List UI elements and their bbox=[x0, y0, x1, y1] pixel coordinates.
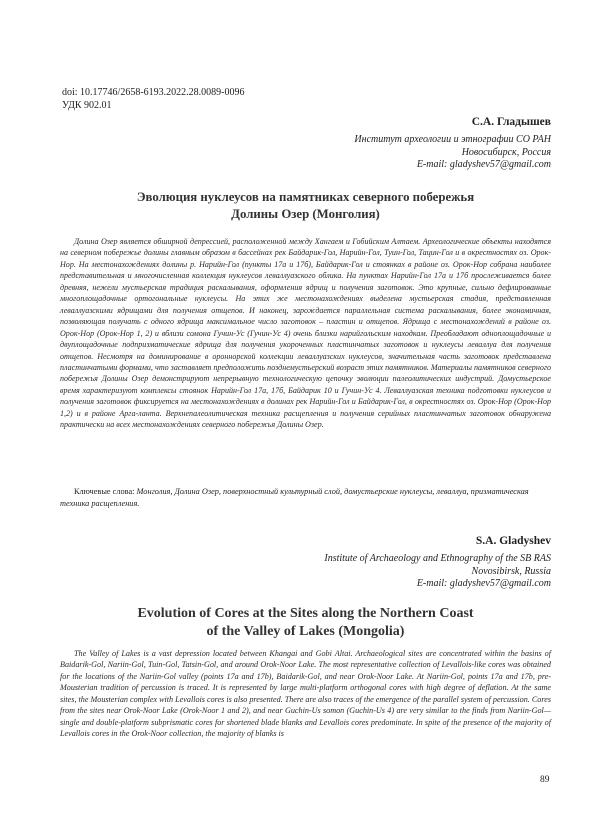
affiliation-email-ru[interactable]: E-mail: gladyshev57@gmail.com bbox=[416, 159, 551, 171]
affiliation-ru bbox=[354, 134, 551, 172]
udk-code: УДК 902.01 bbox=[62, 99, 112, 111]
author-block-en bbox=[324, 535, 551, 591]
affiliation-institute-ru: Институт археологии и этнографии СО РАН bbox=[354, 134, 551, 145]
keywords-label: Ключевые слова: bbox=[74, 487, 135, 496]
title-ru-line-2: Долины Озер (Монголия) bbox=[231, 206, 380, 221]
abstract-ru: Долина Озер является обширной депрессией, расположенной между Хангаем и Гобийским Алтаем. Археологические объекты находятся на северном побережье долины главным образом в бассейнах рек Байдарик-Гол, Нарийн-Гол, Туин-Гол, Тацин-Гол и в окрестностях оз. Орок-Нор. На местонахождениях долины р. Нарийн-Гол (пункты 17а и 17б), Байдарик-Гол и стоянках в районе оз. Орок-Нор собрана наиболее представительная и многочисленная коллекция нуклеусов леваллуазского облика. На пунктах Нарийн-Гол 17а и 17б прослеживается более древняя, нежели мустьерская традиция раскалывания, оформления ядрищ и получения заготовок. Это крупные, сильно дефлированные многоплощадочные ортогональные нуклеусы. На этих же местонахождениях выделена мустьерская стадия, представленная леваллуазскими ядрищами для получения отщепов. И наконец, зарождается параллельная система раскалывания, более экономичная, позволяющая получать с одного ядрища максимальное число заготовок – пластин и отщепов. Ядрища с местонахождений в районе оз. Орок-Нор (Орок-Нор 1, 2) и вблизи сомона Гучин-Ус (Гучин-Ус 4) очень близки нарийгольским находкам. Преобладают одноплощадочные и двуплощадочные подпризматические ядрища для получения укороченных пластинчатых заготовок и нуклеусы леваллуа для получения отщепов. Несмотря на доминирование в ороннорской коллекции леваллуазских нуклеусов, значительная часть заготовок представлена пластинчатыми формами, что заставляет предположить позднемустьерский возраст этих памятников. Материалы памятников северного побережья Долины Озер демонстрируют непрерывную технологическую цепочку эволюции палеолитических индустрий. Домустьерское время характеризуют комплексы стоянок Нарийн-Гол 17а, 17б, Байдарик 10 и Гучин-Ус 4. Леваллуазская техника подготовки нуклеусов и получения заготовок фиксируется на местонахождениях в долинах рек Нарийн-Гол и Байдарик-Гол, в окрестностях оз. Орок-Нор (Орок-Нор 1,2) и в районе Арга-ланта. Верхнепалеолитическая техника расщепления и получения серийных пластинчатых заготовок обнаружена практически на всех местонахождениях северного побережья Долины Озер. bbox=[60, 237, 551, 430]
title-ru-line-1: Эволюция нуклеусов на памятниках северного побережья bbox=[136, 190, 475, 204]
title-en-line-2: of the Valley of Lakes (Mongolia) bbox=[206, 624, 405, 639]
page-number: 89 bbox=[540, 775, 550, 785]
affiliation-city-en: Novosibirsk, Russia bbox=[471, 565, 551, 577]
keywords-values: Монголия, Долина Озер, поверхностный культурный слой, домустьерские нуклеусы, леваллуа, призматическая техника расщепления. bbox=[60, 487, 529, 508]
author-name-en: S.A. Gladyshev bbox=[475, 535, 551, 547]
article-meta bbox=[62, 87, 245, 112]
affiliation-institute-en: Institute of Archaeology and Ethnography of the SB RAS bbox=[324, 553, 551, 564]
doi[interactable]: doi: 10.17746/2658-6193.2022.28.0089-0096 bbox=[62, 87, 245, 98]
affiliation-city-ru: Новосибирск, Россия bbox=[461, 146, 551, 158]
affiliation-en bbox=[324, 553, 551, 591]
article-title-ru bbox=[60, 189, 551, 222]
author-block-ru bbox=[354, 116, 551, 172]
title-en-line-1: Evolution of Cores at the Sites along the Northern Coast bbox=[137, 606, 474, 621]
article-title-en bbox=[60, 605, 551, 641]
affiliation-email-en[interactable]: E-mail: gladyshev57@gmail.com bbox=[416, 578, 551, 590]
keywords-ru bbox=[60, 486, 551, 509]
author-name-ru: С.А. Гладышев bbox=[471, 116, 551, 128]
abstract-en: The Valley of Lakes is a vast depression located between Khangai and Gobi Altai. Archaeological sites are concentrated within the basins of Baidarik-Gol, Nariin-Gol, Tuin-Gol, Tatsin-Gol, and around Orok-Noor Lake. The most representative collection of Levallois-like cores was obtained for the locations of the Nariin-Gol valley (points 17a and 17b), Baidarik-Gol, and near Orok-Noor Lake. At Nariin-Gol, points 17a and 17b, pre-Mousterian tradition of percussion is traced. It is represented by large multi-platform orthogonal cores with high degree of deflation. At the same sites, the Mousterian complex with Levallois cores is also presented. There are also traces of the emergence of the parallel system of percussion. Cores from the sites near Orok-Noor Lake (Orok-Noor 1 and 2), and near Guchin-Us somon (Guchin-Us 4) are very similar to the finds from Nariin-Gol—single and double-platform subprismatic cores for shortened blade blanks and Levallois cores predominate. In spite of the presence of the majority of Levallois cores in the Orok-Noor collection, the majority of blanks is bbox=[60, 649, 551, 739]
